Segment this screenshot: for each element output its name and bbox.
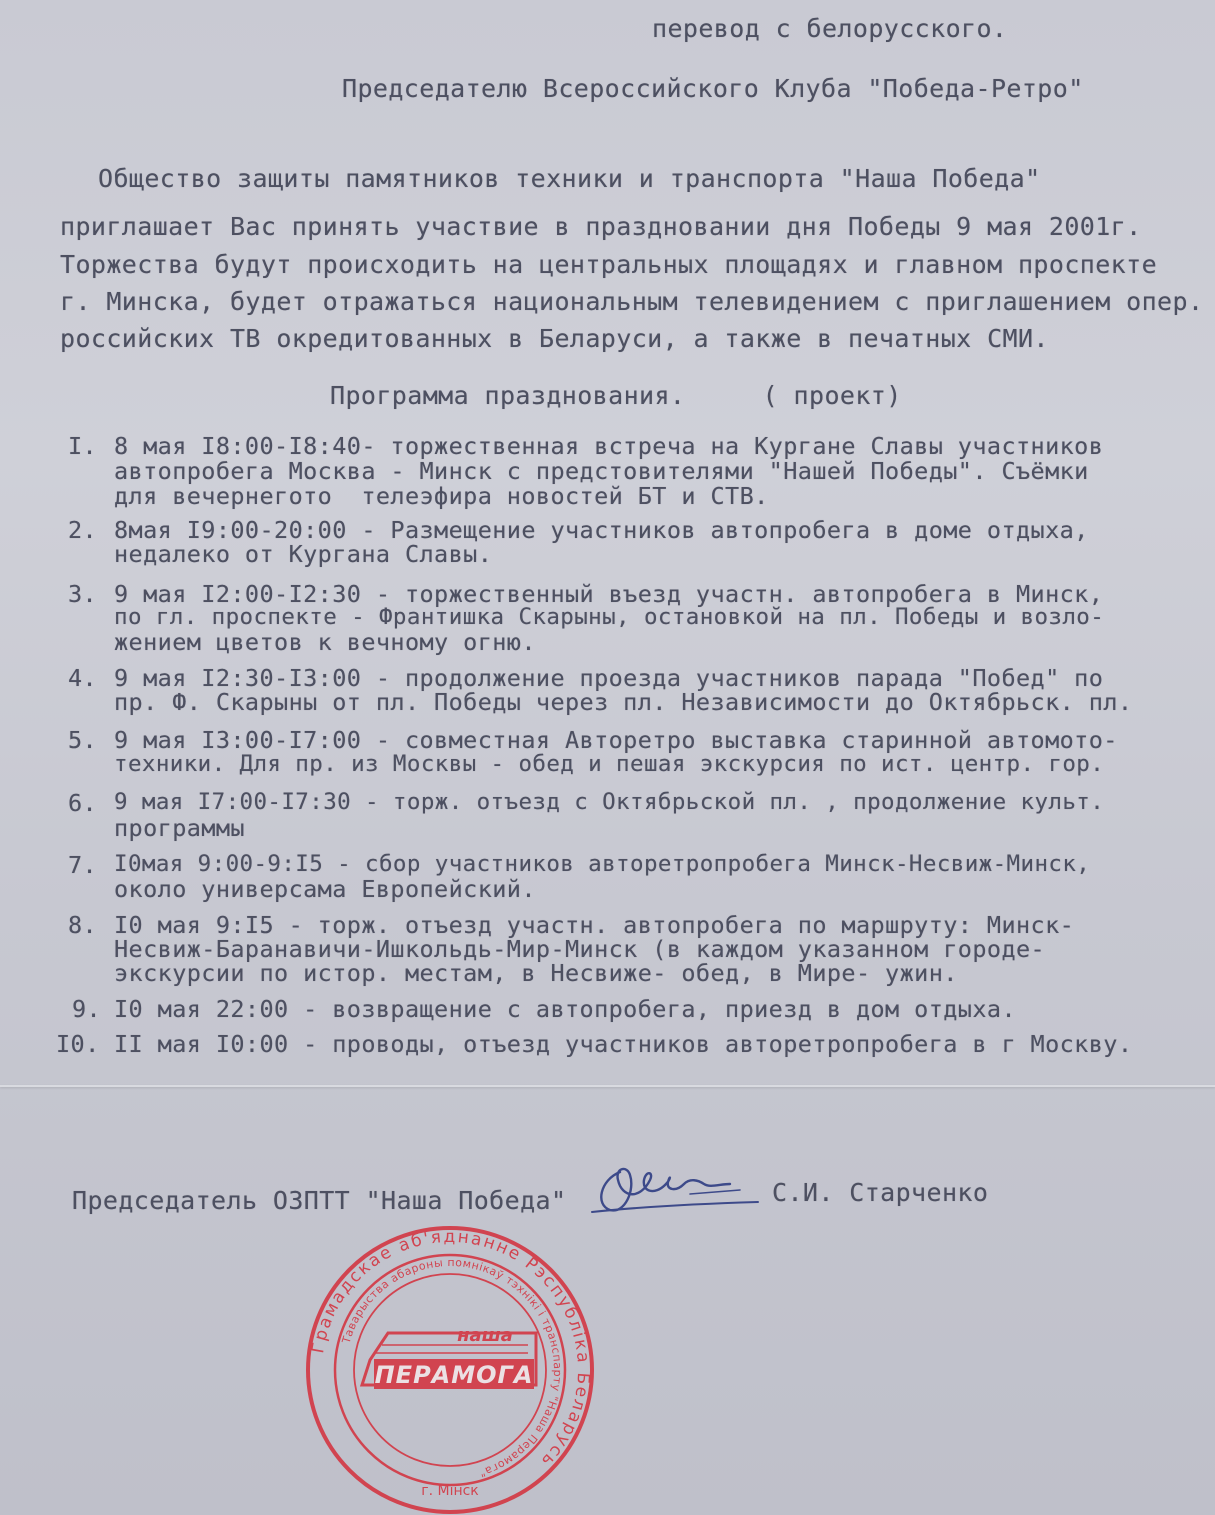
program-item-line: I0 мая 22:00 - возвращение с автопробега, приезд в дом отдыха. <box>114 995 1016 1023</box>
program-item-line: по гл. проспекте - Франтишка Скарыны, остановкой на пл. Победы и возло- <box>114 604 1105 630</box>
program-item-line: Несвиж-Баранавичи-Ишкольдь-Мир-Минск (в каждом указанном городе- <box>114 935 1046 963</box>
program-item-number: 7. <box>68 851 98 879</box>
program-item-line: программы <box>114 814 245 842</box>
paper-fold <box>0 1085 1215 1087</box>
program-item-line: около универсама Европейский. <box>114 875 536 903</box>
program-item-line: II мая I0:00 - проводы, отъезд участников авторетропробега в г Москву. <box>114 1030 1133 1058</box>
program-item-number: 5. <box>68 726 98 754</box>
program-item-number: 3. <box>68 580 98 608</box>
organization-stamp <box>300 1225 600 1515</box>
program-item-line: 9 мая I2:30-I3:00 - продолжение проезда участников парада "Побед" по <box>114 664 1104 692</box>
svg-text:г. Мінск: г. Мінск <box>421 1483 479 1499</box>
svg-text:ПЕРАМОГА: ПЕРАМОГА <box>374 1361 534 1389</box>
program-title: Программа празднования. ( проект) <box>330 381 902 410</box>
program-item-line: 8мая I9:00-20:00 - Размещение участников автопробега в доме отдыха, <box>114 516 1089 544</box>
program-item-line: для вечернегото телеэфира новостей БТ и СТВ. <box>114 482 769 510</box>
intro-line: приглашает Вас принять участвие в праздновании дня Победы 9 мая 2001г. <box>60 212 1142 241</box>
intro-line: Общество защиты памятников техники и транспорта "Наша Победа" <box>98 164 1041 193</box>
program-item-number: I0. <box>56 1030 100 1058</box>
program-item-line: техники. Для пр. из Москвы - обед и пешая экскурсия по ист. центр. гор. <box>114 751 1105 777</box>
svg-text:Таварыства абароны помнікаў тэ: Таварыства абароны помнікаў тэхнікі і транспарту "Наша Перамога" <box>339 1255 565 1480</box>
svg-text:наша: наша <box>457 1325 513 1346</box>
program-item-line: экскурсии по истор. местам, в Несвиже- обед, в Мире- ужин. <box>114 959 958 987</box>
signatory-title: Председатель ОЗПТТ "Наша Победа" <box>72 1186 567 1215</box>
svg-text:Грамадскае аб'яднанне Рэспублі: Грамадскае аб'яднанне Рэспубліка Беларусь <box>308 1226 594 1472</box>
program-item-line: автопробега Москва - Минск с предстовителями "Нашей Победы". Съёмки <box>114 457 1089 485</box>
addressee: Председателю Всероссийского Клуба "Победа-Ретро" <box>342 74 1084 103</box>
signature-image <box>580 1150 770 1230</box>
program-item-line: 9 мая I3:00-I7:00 - совместная Авторетро выставка старинной автомото- <box>114 726 1118 754</box>
translation-note: перевод с белорусского. <box>652 14 1008 43</box>
program-item-number: I. <box>68 432 98 460</box>
program-item-line: I0 мая 9:I5 - торж. отъезд участн. автопробега по маршруту: Минск- <box>114 911 1075 939</box>
program-item-number: 9. <box>72 995 102 1023</box>
intro-line: г. Минска, будет отражаться национальным телевидением с приглашением опер. <box>60 287 1204 316</box>
intro-line: Торжества будут происходить на центральных площадях и главном проспекте <box>60 250 1158 279</box>
program-item-line: 9 мая I7:00-I7:30 - торж. отъезд с Октябрьской пл. , продолжение культ. <box>114 789 1105 815</box>
program-item-line: I0мая 9:00-9:I5 - сбор участников авторетропробега Минск-Несвиж-Минск, <box>114 851 1091 877</box>
program-item-line: 8 мая I8:00-I8:40- торжественная встреча на Кургане Славы участников <box>114 432 1104 460</box>
program-item-line: недалеко от Кургана Славы. <box>114 540 493 568</box>
program-item-number: 2. <box>68 516 98 544</box>
program-item-line: 9 мая I2:00-I2:30 - торжественный въезд участн. автопробега в Минск, <box>114 580 1104 608</box>
program-item-line: пр. Ф. Скарыны от пл. Победы через пл. Независимости до Октябрьск. пл. <box>114 688 1133 716</box>
program-item-number: 8. <box>68 911 98 939</box>
intro-line: российских ТВ окредитованных в Беларуси, а также в печатных СМИ. <box>60 324 1049 353</box>
program-item-line: жением цветов к вечному огню. <box>114 628 536 656</box>
program-item-number: 6. <box>68 789 98 817</box>
program-item-number: 4. <box>68 664 98 692</box>
signatory-name: С.И. Старченко <box>772 1178 989 1207</box>
